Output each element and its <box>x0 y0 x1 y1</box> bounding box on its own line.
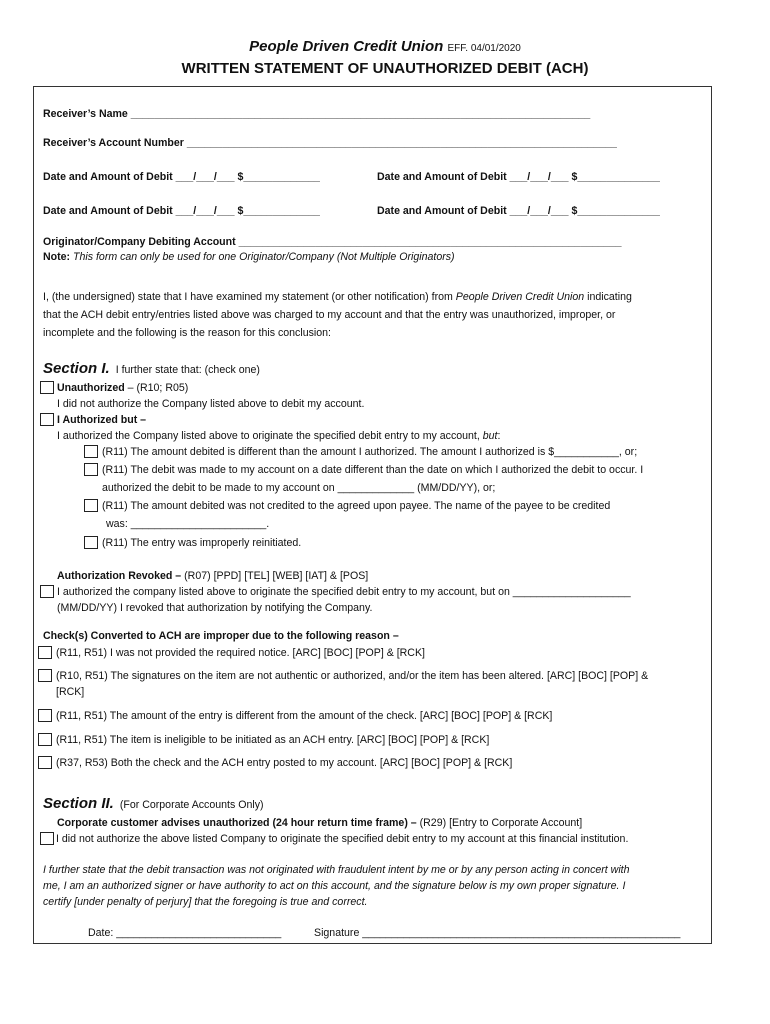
check-converted-heading: Check(s) Converted to ACH are improper due to the following reason – <box>43 630 399 642</box>
not-credited-text: (R11) The amount debited was not credited to the agreed upon payee. The name of the payee to be credited <box>102 500 611 512</box>
no-notice-checkbox[interactable] <box>38 646 52 659</box>
no-notice-text: (R11, R51) I was not provided the required notice. [ARC] [BOC] [POP] & [RCK] <box>56 647 425 659</box>
effective-date: EFF. 04/01/2020 <box>447 43 521 54</box>
reinitiated-checkbox[interactable] <box>84 536 98 549</box>
date-signature-field[interactable]: Date: ____________________________ <box>88 927 282 939</box>
revoked-heading <box>57 569 368 583</box>
reinitiated-text: (R11) The entry was improperly reinitiated. <box>102 537 302 549</box>
debit-date-amount-1[interactable]: Date and Amount of Debit ___/___/___ $_____________ <box>43 171 320 183</box>
revoked-text-2: (MM/DD/YY) I revoked that authorization by notifying the Company. <box>57 602 373 614</box>
originator-field[interactable]: Originator/Company Debiting Account _________________________________________________________________ <box>43 236 622 248</box>
section-2-title: Section II. <box>43 795 114 812</box>
note-text: This form can only be used for one Originator/Company (Not Multiple Originators) <box>70 251 455 263</box>
authorized-but-text: I authorized the Company listed above to originate the specified debit entry to my account, <box>57 430 483 442</box>
unauthorized-checkbox[interactable] <box>40 381 54 394</box>
corporate-checkbox[interactable] <box>40 832 54 845</box>
debit-date-amount-4[interactable]: Date and Amount of Debit ___/___/___ $______________ <box>377 205 660 217</box>
intro-line-2: that the ACH debit entry/entries listed above was charged to my account and that the entry was unauthorized, improper, or <box>43 309 616 321</box>
attestation-line-3: certify [under penalty of perjury] that the foregoing is true and correct. <box>43 896 368 908</box>
both-posted-text: (R37, R53) Both the check and the ACH entry posted to my account. [ARC] [BOC] [POP] & [RCK] <box>56 757 513 769</box>
note-label: Note: <box>43 251 71 263</box>
both-posted-checkbox[interactable] <box>38 756 52 769</box>
unauthorized-title: Unauthorized <box>57 382 125 394</box>
section-2-subtitle: (For Corporate Accounts Only) <box>119 799 264 811</box>
amount-check-checkbox[interactable] <box>38 709 52 722</box>
revoked-checkbox[interactable] <box>40 585 54 598</box>
amount-check-text: (R11, R51) The amount of the entry is different from the amount of the check. [ARC] [BOC] [POP] & [RCK] <box>56 710 553 722</box>
section-1-title: Section I. <box>43 360 110 377</box>
revoked-text: I authorized the company listed above to originate the specified debit entry to my account, but on ____________________ <box>57 586 631 598</box>
corporate-codes: (R29) [Entry to Corporate Account] <box>416 817 583 829</box>
unauthorized-codes: – (R10; R05) <box>124 382 189 394</box>
section-2-heading <box>43 795 264 812</box>
corporate-heading <box>57 816 582 830</box>
signature-field[interactable]: Signature ______________________________________________________ <box>314 927 681 939</box>
date-different-checkbox[interactable] <box>84 463 98 476</box>
signatures-text: (R10, R51) The signatures on the item are not authentic or authorized, and/or the item has been altered. [ARC] [BOC] [POP] & <box>56 670 649 682</box>
signatures-text-2: [RCK] <box>56 686 85 698</box>
note <box>43 250 455 264</box>
debit-date-amount-3[interactable]: Date and Amount of Debit ___/___/___ $_____________ <box>43 205 320 217</box>
corporate-label: Corporate customer advises unauthorized (24 hour return time frame) – <box>57 817 417 829</box>
intro-line-1 <box>43 290 632 304</box>
form-title: WRITTEN STATEMENT OF UNAUTHORIZED DEBIT (ACH) <box>181 60 589 77</box>
intro-text: I, (the undersigned) state that I have examined my statement (or other notification) from <box>43 291 456 303</box>
intro-line-3: incomplete and the following is the reason for this conclusion: <box>43 327 331 339</box>
section-1-heading <box>43 360 260 377</box>
intro-text-end: indicating <box>584 291 632 303</box>
authorized-but-colon: : <box>497 430 501 442</box>
ineligible-checkbox[interactable] <box>38 733 52 746</box>
corporate-desc: I did not authorize the above listed Company to originate the specified debit entry to my account at this financial institution. <box>56 833 629 845</box>
authorized-but-label: I Authorized but – <box>57 414 147 426</box>
debit-date-amount-2[interactable]: Date and Amount of Debit ___/___/___ $______________ <box>377 171 660 183</box>
not-credited-checkbox[interactable] <box>84 499 98 512</box>
not-credited-text-2: was: _______________________. <box>106 518 270 530</box>
header-line <box>0 38 770 55</box>
authorized-but-emphasis: but <box>482 430 498 442</box>
authorized-but-desc <box>57 429 500 443</box>
authorized-but-checkbox[interactable] <box>40 413 54 426</box>
date-different-text: (R11) The debit was made to my account on a date different than the date on which I authorized the debit to occur. I <box>102 464 644 476</box>
receiver-account-field[interactable]: Receiver’s Account Number _________________________________________________________________________ <box>43 137 617 149</box>
revoked-codes: (R07) [PPD] [TEL] [WEB] [IAT] & [POS] <box>181 570 369 582</box>
amount-different-text: (R11) The amount debited is different than the amount I authorized. The amount I authorized is $___________, or; <box>102 446 638 458</box>
ineligible-text: (R11, R51) The item is ineligible to be initiated as an ACH entry. [ARC] [BOC] [POP] & [RCK] <box>56 734 490 746</box>
revoked-label: Authorization Revoked – <box>57 570 182 582</box>
attestation-line-2: me, I am an authorized signer or have authority to act on this account, and the signature below is my own proper signature. I <box>43 880 626 892</box>
intro-org: People Driven Credit Union <box>455 291 585 303</box>
section-1-subtitle: I further state that: (check one) <box>115 364 260 376</box>
date-different-text-2: authorized the debit to be made to my account on _____________ (MM/DD/YY), or; <box>102 482 496 494</box>
receiver-name-field[interactable]: Receiver’s Name ______________________________________________________________________________ <box>43 108 591 120</box>
attestation-line-1: I further state that the debit transaction was not originated with fraudulent intent by me or by any person acting in concert with <box>43 864 630 876</box>
unauthorized-label <box>57 381 188 395</box>
signatures-checkbox[interactable] <box>38 669 52 682</box>
unauthorized-desc: I did not authorize the Company listed above to debit my account. <box>57 398 365 410</box>
amount-different-checkbox[interactable] <box>84 445 98 458</box>
org-name: People Driven Credit Union <box>249 38 444 55</box>
